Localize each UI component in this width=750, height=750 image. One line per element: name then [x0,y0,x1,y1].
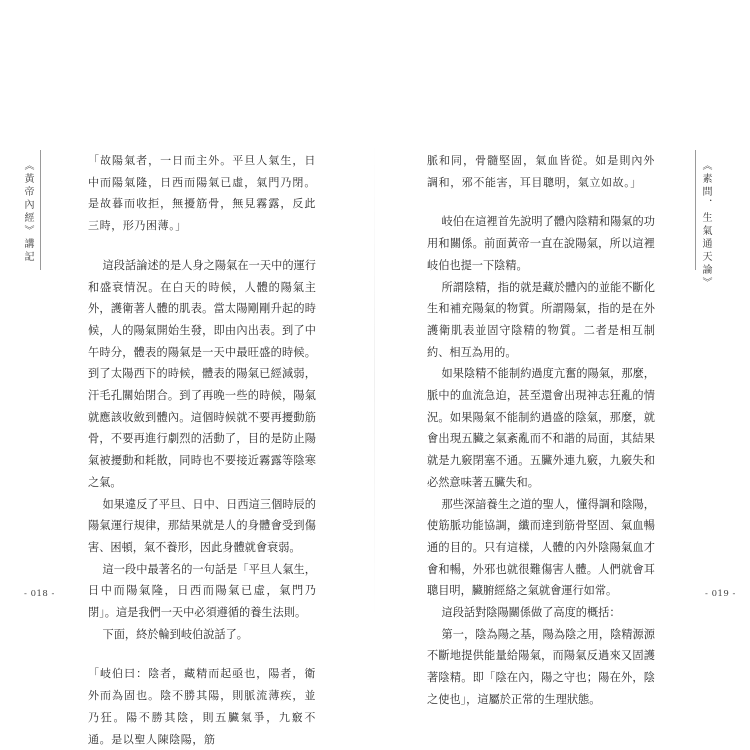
book-title-running-head: 《黃帝內經》講記 [22,160,33,264]
classic-quote-continued: 脈和同，骨髓堅固，氣血皆從。如是則內外調和，邪不能害，耳目聰明，氣立如故。」 [427,154,655,189]
commentary-paragraph: 下面，終於輪到岐伯說話了。 [102,627,248,641]
paragraph-gap [427,193,655,211]
commentary-paragraph: 這段話論述的是人身之陽氣在一天中的運行和盛衰情況。在白天的時候，人體的陽氣主外，護衛著人體的肌表。當太陽剛剛升起的時候，人的陽氣開始生發，即由內出表。到了中午時分，體表的陽氣是一天中最旺盛的時候。到了太陽西下的時候，體表的陽氣已經減弱，汗毛孔關始閉合。到了再晚一些的時候，陽氣就應該收斂到體內。這個時候就不要再擾動筋骨，不要再進行劇烈的活動了，目的是防止陽氣被擾動和耗散，同時也不要接近霧露等陰寒之氣。 [88,258,316,489]
classic-quote: 「岐伯曰：陰者，藏精而起亟也，陽者，衛外而為固也。陰不勝其陽，則脈流薄疾，並乃狂。陽不勝其陰，則五臟氣爭，九竅不通。是以聖人陳陰陽，筋 [88,667,316,746]
right-page [375,0,750,750]
right-page-text [427,150,655,711]
running-head-rule [40,150,41,270]
commentary-paragraph: 這一段中最著名的一句話是「平旦人氣生，日中而陽氣隆，日西而陽氣已虛，氣門乃閉」。這是我們一天中必須遵循的養生法則。 [88,562,316,620]
page-number: - 018 - [24,589,55,599]
paragraph-gap [88,237,316,255]
running-head-rule [695,150,696,270]
classic-quote: 「故陽氣者，一日而主外。平旦人氣生，日中而陽氣隆，日西而陽氣已虛，氣門乃閉。是故暮而收拒，無擾筋骨，無見霧露，反此三時，形乃困薄。」 [88,154,316,233]
commentary-paragraph: 岐伯在這裡首先說明了體內陰精和陽氣的功用和關係。前面黃帝一直在說陽氣，所以這裡岐伯也提一下陰精。 [427,215,655,272]
commentary-paragraph: 如果陰精不能制約過度亢奮的陽氣，那麼，脈中的血流急迫，甚至還會出現神志狂亂的情況。如果陽氣不能制約過盛的陰氣，那麼，就會出現五臟之氣紊亂而不和諧的局面，其結果就是九竅閉塞不通。五臟外連九竅，九竅失和必然意味著五臟失和。 [427,367,655,489]
paragraph-gap [88,645,316,663]
commentary-paragraph: 如果違反了平旦、日中、日西這三個時辰的陽氣運行規律，那結果就是人的身體會受到傷害、困頓，氣不養形，因此身體就會衰弱。 [88,497,316,554]
commentary-paragraph: 所謂陰精，指的就是藏於體內的並能不斷化生和補充陽氣的物質。所謂陽氣，指的是在外護衛肌表並固守陰精的物質。二者是相互制約、相互為用的。 [427,280,655,359]
left-page-text [88,150,316,750]
commentary-paragraph: 那些深諳養生之道的聖人，懂得調和陰陽，使筋脈功能協調，纖而達到筋骨堅固、氣血暢通的目的。只有這樣，人體的內外陰陽氣血才會和暢，外邪也就很難傷害人體。人們就會耳聰目明，臟腑經絡之氣就會運行如常。 [427,497,655,598]
page-number: - 019 - [705,589,736,599]
commentary-paragraph: 第一，陰為陽之基，陽為陰之用，陰精源源不斷地提供能量給陽氣，而陽氣反過來又固護著陰精。即「陰在內，陽之守也；陽在外，陰之使也」，這屬於正常的生理狀態。 [427,627,655,706]
commentary-paragraph: 這段話對陰陽關係做了高度的概括： [441,606,621,620]
chapter-title-running-head: 《素問．生氣通天論》 [700,160,711,290]
